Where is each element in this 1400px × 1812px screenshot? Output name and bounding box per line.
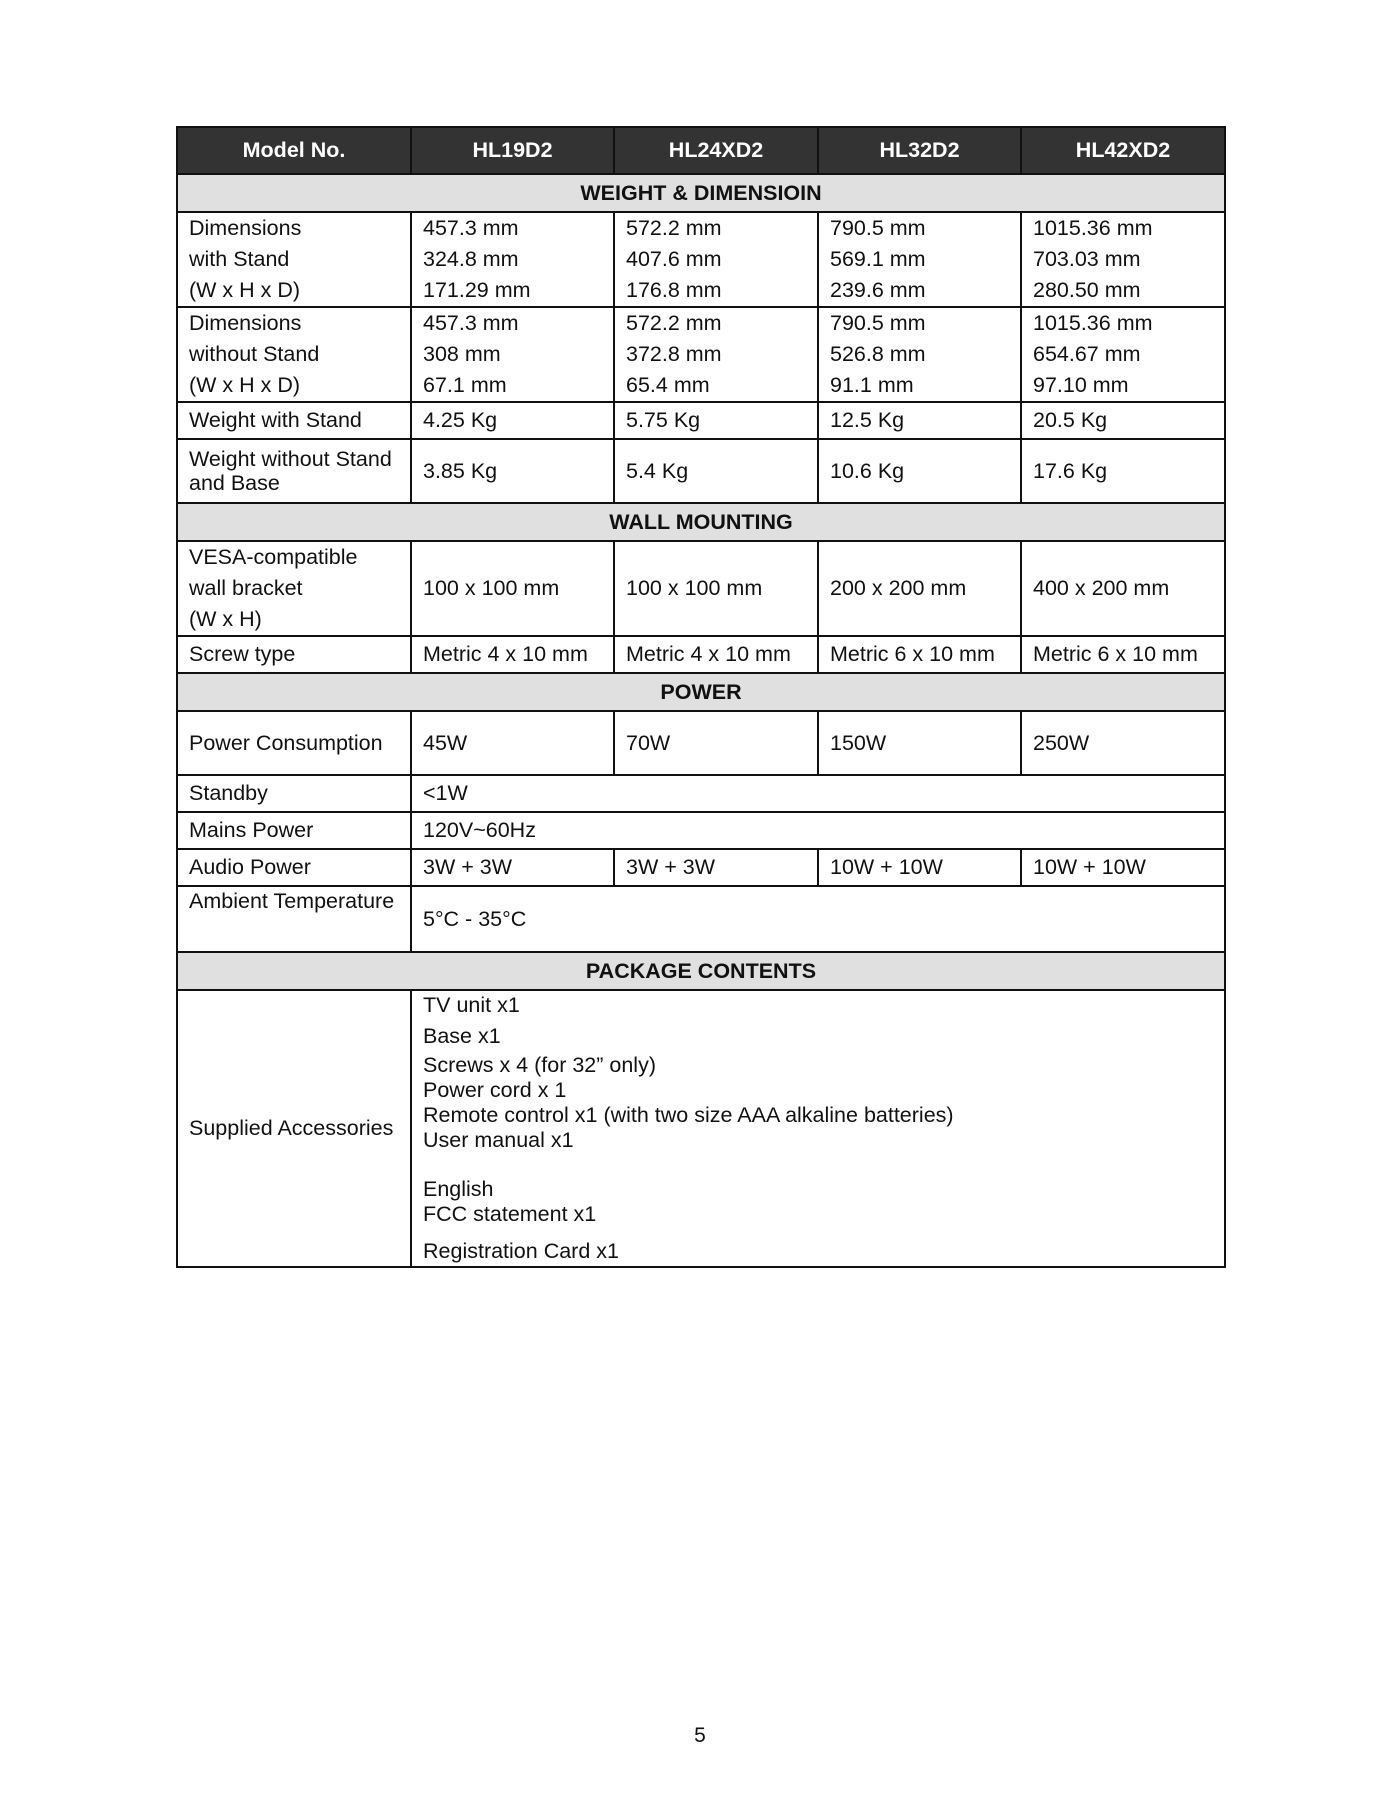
section-title-power: POWER xyxy=(177,673,1225,711)
row-label: Power Consumption xyxy=(177,711,411,775)
table-row-weight-with-stand xyxy=(177,402,1225,439)
section-title-wall: WALL MOUNTING xyxy=(177,503,1225,541)
table-cell: 12.5 Kg xyxy=(818,402,1021,439)
header-model: HL19D2 xyxy=(411,127,614,174)
table-cell: 572.2 mm 372.8 mm 65.4 mm xyxy=(614,307,818,402)
row-label: Dimensions with Stand (W x H x D) xyxy=(177,212,411,307)
table-cell: Metric 6 x 10 mm xyxy=(1021,636,1225,673)
table-cell: 790.5 mm 569.1 mm 239.6 mm xyxy=(818,212,1021,307)
table-row-dims-with-stand xyxy=(177,212,1225,307)
accessories-list xyxy=(411,990,1225,1267)
table-cell: <1W xyxy=(411,775,1225,812)
row-label: Standby xyxy=(177,775,411,812)
table-row-weight-without-stand xyxy=(177,439,1225,503)
header-row xyxy=(177,127,1225,174)
list-item: Remote control x1 (with two size AAA alkaline batteries) xyxy=(423,1103,954,1127)
list-item: FCC statement x1 xyxy=(423,1202,597,1226)
table-row-standby xyxy=(177,775,1225,812)
table-cell: 17.6 Kg xyxy=(1021,439,1225,503)
table-cell: 150W xyxy=(818,711,1021,775)
row-label: Weight with Stand xyxy=(177,402,411,439)
table-cell: 70W xyxy=(614,711,818,775)
header-model: HL24XD2 xyxy=(614,127,818,174)
table-cell: 1015.36 mm 703.03 mm 280.50 mm xyxy=(1021,212,1225,307)
table-cell: 200 x 200 mm xyxy=(818,541,1021,636)
table-cell: 400 x 200 mm xyxy=(1021,541,1225,636)
spec-table xyxy=(176,126,1226,1268)
table-cell: 5.75 Kg xyxy=(614,402,818,439)
table-cell: 572.2 mm 407.6 mm 176.8 mm xyxy=(614,212,818,307)
row-label: Dimensions without Stand (W x H x D) xyxy=(177,307,411,402)
list-item: English xyxy=(423,1177,494,1201)
table-cell: 10W + 10W xyxy=(1021,849,1225,886)
table-cell: 20.5 Kg xyxy=(1021,402,1225,439)
row-label: Supplied Accessories xyxy=(177,990,411,1267)
table-cell: Metric 4 x 10 mm xyxy=(614,636,818,673)
row-label: Audio Power xyxy=(177,849,411,886)
table-cell: 10W + 10W xyxy=(818,849,1021,886)
header-model: HL32D2 xyxy=(818,127,1021,174)
list-item: Power cord x 1 xyxy=(423,1078,567,1102)
section-row xyxy=(177,174,1225,212)
table-cell: 5°C - 35°C xyxy=(411,886,1225,952)
list-item: Screws x 4 (for 32” only) xyxy=(423,1053,656,1077)
table-cell: 3W + 3W xyxy=(411,849,614,886)
row-label: Mains Power xyxy=(177,812,411,849)
section-row xyxy=(177,673,1225,711)
row-label: Weight without Stand and Base xyxy=(177,439,411,503)
list-item: Registration Card x1 xyxy=(423,1239,619,1263)
section-row xyxy=(177,952,1225,990)
table-row-ambient xyxy=(177,886,1225,952)
table-cell: 457.3 mm 324.8 mm 171.29 mm xyxy=(411,212,614,307)
table-row-screw xyxy=(177,636,1225,673)
list-item: TV unit x1 xyxy=(423,993,520,1017)
table-cell: Metric 4 x 10 mm xyxy=(411,636,614,673)
table-cell: 4.25 Kg xyxy=(411,402,614,439)
table-cell: 10.6 Kg xyxy=(818,439,1021,503)
row-label: VESA-compatible wall bracket (W x H) xyxy=(177,541,411,636)
list-item: Base x1 xyxy=(423,1024,501,1048)
table-cell: 120V~60Hz xyxy=(411,812,1225,849)
table-row-power-consumption xyxy=(177,711,1225,775)
section-title-package: PACKAGE CONTENTS xyxy=(177,952,1225,990)
list-item: User manual x1 xyxy=(423,1128,574,1152)
table-cell: 3.85 Kg xyxy=(411,439,614,503)
table-cell: 250W xyxy=(1021,711,1225,775)
table-cell: Metric 6 x 10 mm xyxy=(818,636,1021,673)
table-cell: 100 x 100 mm xyxy=(411,541,614,636)
table-row-mains xyxy=(177,812,1225,849)
table-row-dims-without-stand xyxy=(177,307,1225,402)
table-cell: 1015.36 mm 654.67 mm 97.10 mm xyxy=(1021,307,1225,402)
section-row xyxy=(177,503,1225,541)
table-cell: 457.3 mm 308 mm 67.1 mm xyxy=(411,307,614,402)
table-cell: 45W xyxy=(411,711,614,775)
table-cell: 100 x 100 mm xyxy=(614,541,818,636)
table-cell: 5.4 Kg xyxy=(614,439,818,503)
table-row-accessories xyxy=(177,990,1225,1267)
table-cell: 3W + 3W xyxy=(614,849,818,886)
table-row-vesa xyxy=(177,541,1225,636)
section-title-weight: WEIGHT & DIMENSIOIN xyxy=(177,174,1225,212)
row-label: Ambient Temperature xyxy=(177,886,411,952)
header-model-label: Model No. xyxy=(177,127,411,174)
page-number: 5 xyxy=(694,1724,706,1747)
row-label: Screw type xyxy=(177,636,411,673)
header-model: HL42XD2 xyxy=(1021,127,1225,174)
table-row-audio xyxy=(177,849,1225,886)
table-cell: 790.5 mm 526.8 mm 91.1 mm xyxy=(818,307,1021,402)
